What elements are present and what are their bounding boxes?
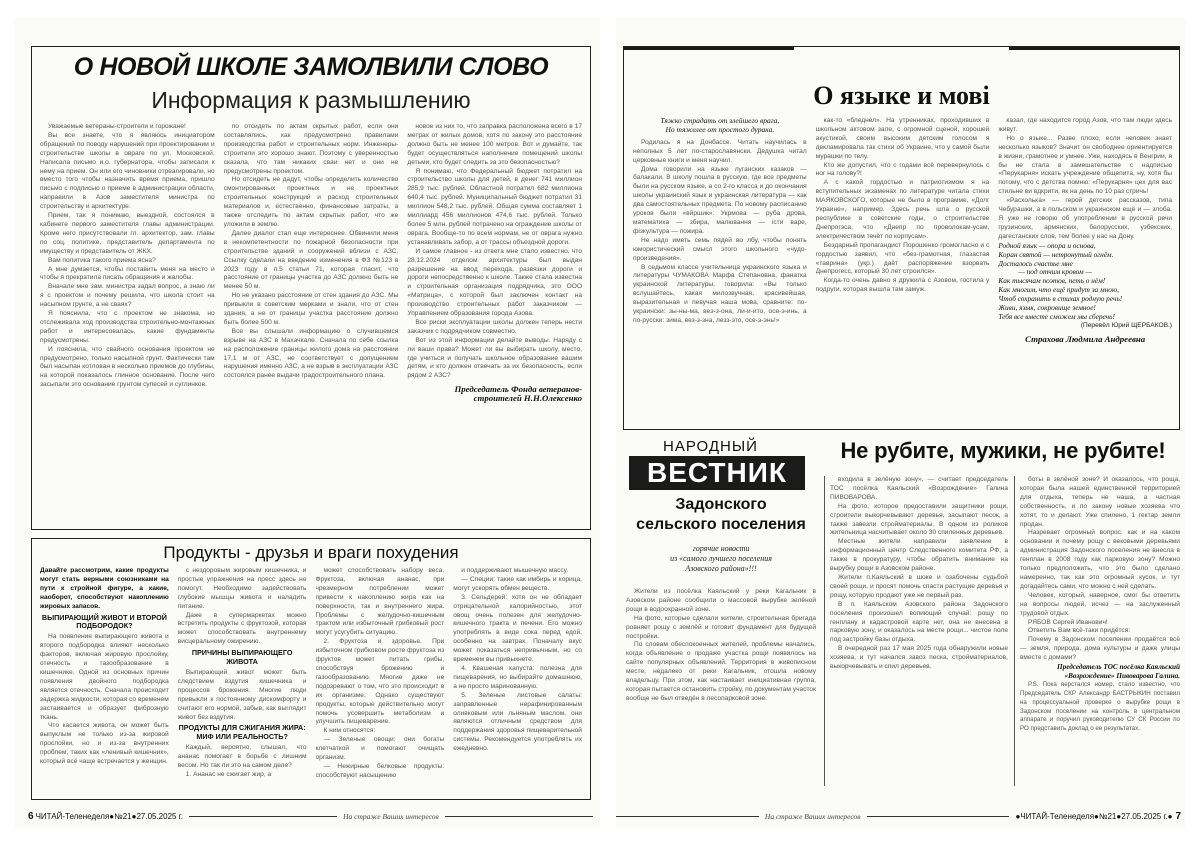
issue-info: ЧИТАЙ-Теленеделя●№21●27.05.2025 г.: [35, 812, 183, 821]
poem-line: — под отчим кровом —: [1018, 267, 1093, 277]
vestnik-rubric: из «самого лучшего поселения: [670, 554, 772, 563]
vestnik-rubric: Азовского района»!!!: [685, 564, 757, 573]
school-signature: Председатель Фонда ветеранов-строителей Н.Н.Олексенко: [454, 384, 583, 404]
food-subhead: ВЫПИРАЮЩИЙ ЖИВОТ И ВТОРОЙ ПОДБОРОДОК?: [41, 612, 167, 631]
poem-line: Коран святой — нетронутый огнём.: [998, 249, 1114, 259]
food-lead: Давайте рассмотрим, какие продукты могут стать верными союзниками на пути к стройной фигуре, а какие, наоборот, способствуют накоплению жировых запасов.: [40, 567, 169, 610]
food-article: [31, 538, 591, 800]
language-signature: Страхова Людмила Андреевна: [1025, 333, 1146, 344]
language-article: [623, 46, 1180, 430]
text-column: новое из них то, что заправка расположена всего в 17 метрах от жилых домов, хотя по закону это расстояние должно быть не менее 100 метров. Вот и думайте, так будет осуществляться наполнение помещений школы детьми, кто будет следить за это безопасностью? Я понимаю, что Федеральный бюджет потратил на строительство школы для детей, в денег 741 миллион 285,9 тыс. рублей. Областной потратил 682 миллиона 640,4 тыс. рублей. Муниципальный бюджет потратил 31 миллион 548,2 тыс. рублей. Общая сумма составляет 1 миллиард 456 миллионов 474,6 тыс. рублей. Только более 5 млн. рублей потрачено на ограждение школы от оврага. Вообще-то по всем нормам, не от оврага нужно устанавливать забор, а от трассы объездной дороги. И самое главное - из ответа мне стало известно, что 28.12.2024 отделом архитектуры был выдан разрешение на ввод перехода, развязки дороги и дороги непосредственно к школе. Также стала известна и строительная организация подрядчика, это ООО «Матрица», с которой был заключен контакт на производство строительных работ заказчиком — Управлением образования города Азова. Все риски эксплуатации школы должен теперь нести заказчик с подрядчиком совместно. Вот из этой информации делайте выводы. Наряду с ли ваши права? Может ли вы выбирать школу, место, где учиться и получать школьное образование вашим детям, и кто должен отвечать за их безопасность, если рядом 2 АЗС? Председатель Фонда ветеранов-строителей Н.Н.Олексенко: [407, 123, 583, 404]
food-headline: Продукты - друзья и враги похудения: [163, 543, 459, 562]
top-bar: [1009, 47, 1179, 50]
vestnik-rubric: горячие новости: [692, 544, 750, 553]
trees-answer: Ответить Вам всё-таки придётся:: [1028, 627, 1131, 635]
food-body: [40, 567, 582, 795]
poem-line: Чтоб сохранить в стихах родную речь!: [998, 294, 1123, 304]
vestnik-top: НАРОДНЫЙ: [663, 438, 758, 455]
epigraph-line: Но тяжелее от простого дурака.: [665, 124, 775, 134]
trees-body-mid: [830, 476, 1008, 788]
text-column: и поддерживают мышечную массу. — Специи: такие как имбирь и корица, могут ускорять обмен веществ. 3. Сельдерей: хотя он не обладает отрицательной калорийностью, этот овощ очень полезен для желудочно-кишечного тракта и печени. Его можно употреблять в виде сока перед едой, особенно на завтрак. Поначалу вкус может показаться непривычным, но со временем вы привыкнете. 4. Квашеная капуста: полезна для пищеварения, но выбирайте домашнюю, а не просто маринованную. 5. Зеленые листовые салаты: заправленные нерафинированным оливковым или льняным маслом, они являются отличным средством для поддержания здоровья пищеварительной системы. Рекомендуется употреблять их ежедневно.: [453, 567, 582, 753]
school-subheadline: Информация к размышлению: [151, 87, 471, 113]
column-rule: [1014, 476, 1015, 786]
food-subhead: ПРИЧИНЫ ВЫПИРАЮЩЕГО ЖИВОТА: [191, 648, 293, 667]
trees-headline: Не рубите, мужики, не рубите!: [840, 438, 1166, 463]
poem-line: Родной язык — опора и основа,: [998, 240, 1096, 250]
text-column: входила в зелёную зону», — считает председатель ТОС посёлка Каяльский «Возрождение» Галина ПИВОВАРОВА. На фото, которое предоставили защитники рощи, строители выкорчевывают деревья, засыпают песок, а также завезли стройматериалы. В одном из роликов жительница насчитывает около 30 спиленных деревьев. Местные жители направили заявление в информационный центр Следственного комитета РФ, а также в прокуратуру, чтобы обратить внимание на вырубку рощи в Азовском районе. Жители п.Каяльский в шоке и озабочены судьбой своей рощи, и просят помочь спасти растущие деревья и рощу, которую продают уже не первый раз. В п. Каяльском Азовского района Задонского поселения произошел вопиющий случай: рощу по генплану и кадастровой карте нет, она не внесена в парковую зону, и оказалось на месте рощи... чистое поле под застройку базы отдыха. В очередной раз 17 мая 2025 года обнаружили новые хозяева, и тут начался завоз песка, стройматериалов, выкорчевывать и спил деревьев.: [830, 476, 1008, 671]
text-column: как-то «бледнел». На утренниках, проходивших в школьном актовом зале, с огромной сценой, хорошей акустикой, своим высоким детским голосом я декламировала так стихи об Украине, что у самой были мурашки по телу. Кто же допустил, что с годами всё перевернулось с ног на голову?! А с какой гордостью и патриотизмом я на вступительных экзаменах по литературе читала стихи МАЯКОВСКОГО, которые не было в программе, «Долг Украине», например. Здесь речь шла о русской республике в советские годы, о строительстве Днепрогэса, что «Днепр по проволокам-усам, электричеством течёт по корпусам». Бездарный пропагандист Порошенко громогласно и с гордостью заявил, что «без-грамотная, глазастая «таврина» (укр.) даёт распоряжение взорвать Днепрогесс, который 30 лет строился». Когда-то очень давно я дружила с Азовом, гостила у подруги, которая вышла там замуж.: [815, 117, 990, 294]
page-number: 7: [1175, 811, 1182, 822]
language-headline: О языке и мові: [813, 81, 990, 110]
page-6: [14, 18, 600, 828]
text-column: боты в зелёной зоне? И оказалось, что роща, которая была нашей единственной территорией для отдыха, теперь не наша, а частная собственность, и по закону новые хозяева что хотят, то и делают. Уже спилено, 1 гектар земли продан. Назревает огромный вопрос: как и на каком основании и почему рощу с вековыми деревьями администрация Задонского поселения не внесла в генплан в 2008 году как парковую зону? Можно только предположить, что это было сделано намеренно, так как это огромный кусок, и тут догадайтесь сами, что можно с ней сделать. Человек, который, наверное, смог бы ответить на вопросы людей, исчез — на заслуженный трудовой отдых. РЯБОВ Сергей Иванович! Ответить Вам всё-таки придётся: Почему в Задонском поселении продаётся всё — земля, природа, дома культуры и даже улицы вместе с домами? Председатель ТОС посёлка Каяльский «Возрождение» Пивоварова Галина. Р.S. Пока верстался номер, стало известно, что Председатель СКР Александр БАСТРЫКИН поставил на процессуальной проверке о вырубке рощи в Задонском поселении на контроль в центральном аппарате и поручил руководителю СУ СК России по РО представить доклад о ее результатах.: [1020, 476, 1180, 733]
column-rule: [824, 476, 825, 786]
page-number: 6: [28, 811, 34, 822]
text-column: Уважаемые ветераны-строители и горожане! Вы все знаете, что я являюсь инициатором обращений по поводу нарушений при проектировании и строительстве школы в овраге по ул. Московской. Написала письмо и.о. губернатора, чтобы записали к нему на прием. Он или его чиновники отреагировали, но вместо того чтобы назначить время приема, пришло письмо с подписью о приеме в администрации области, направили в Азов заместителя министра по строительству и архитектуре. Прием, так я понимаю, выездной, состоялся в кабинете первого заместителя главы администрации. Кроме него присутствовали гл. архитектор, зам. главы по соц. политике, представитель департамента по имуществу и представитель от ЖКХ. Вам политика такого приема ясна? А мне думается, чтобы поставить меня на место и чтобы я прекратила писать обращения и жалобы. Вначале мне зам. министра задал вопрос, а знаю ли я с проектом и почему решила, что школа стоит на насыпном грунте, а не сваях? Я пояснила, что с проектом не знакома, но отслеживала ход производства строительно-монтажных работ и интересовалась, какие фундаменты предусмотрены. И пояснила, что свайного основания проектом не предусмотрено, только насыпной грунт. Фактически там был насыпан котлован в несколько приемов до глубины, на которой показалось глинное основание. После чего засыпали это основание грунтом супесей и суглинков.: [40, 123, 215, 389]
epigraph-line: Тяжко страдать от злейшего врага,: [660, 117, 780, 125]
poem-line: Как многим, что ещё придут за мною,: [998, 285, 1119, 295]
vestnik-title: ВЕСТНИК: [629, 456, 805, 490]
trees-body-right: [1020, 476, 1180, 788]
text-column: Жители из посёлка Каяльский у реки Кагальник в Азовском районе сообщили о массовой вырубке зелёной рощи в водоохранной зоне. На фото, которые сделали жители, строительная бригада ровняет рощу с землёй и готовит фундамент для будущей постройки. По словам обеспокоенных жителей, проблемы начались, когда объявление о продаже участка рощи появилось на сайте популярных объявлений. Территория в живописном месте, недалеко от реки Кагальник, отошла новому владельцу. При этом, как настаивает инициативная группа, которая пытается остановить стройку, по документам участок вообще не был отведён в лесопарковой зоне.: [626, 588, 816, 702]
vestnik-masthead: [623, 438, 819, 584]
text-column: по отсидеть по актам скрытых работ, если они составлялись, как предусмотрено правилами производства работ и строительных норм. Инженеры-строители это хорошо знают. Поэтому с уверенностью сказала, что там никаких сваи нет и они не предусмотрены проектом. Но отсидеть не дадут, чтобы определить количество смонтированных проектных и не проектных строительных конструкций и расход строительных материалов и, естественно, финансовые затраты, а также отследить по актам скрытых работ, что же уложили в землю. Далее диалог стал еще интереснее. Обвинили меня в некомпетентности по пожарной безопасности при строительстве зданий и сооружений вблизи с АЗС. Ссылку сделали на введение изменения в ФЗ №123 в 2023 году в п.5 статьи 71, которая гласит, что расстояние от границы участка до АЗС должно быть не менее 50 м. Но не указано расстояние от стен здания до АЗС. Мы привыкли в советским мерками и знали, что от стен здания, а не от границы участка расстояние должно быть более 500 м. Все вы слышали информацию о случившемся взрыве на АЗС в Махачкале. Сначала по себе ссылка на расположение границы жилого дома на расстоянии 17,1 м от АЗС, не соответствует с допущением нарушения именно АЗС, а не взрыв в эксплуатации АЗС состоялся ранее выдачи градостроительного плана.: [223, 123, 399, 380]
language-body: [633, 117, 1172, 422]
top-bar: [624, 47, 794, 50]
footer-rule: [616, 816, 759, 817]
trees-signature: Председатель ТОС посёлка Каяльский «Возрождение» Пивоварова Галина.: [1057, 663, 1180, 680]
page-7-footer: [616, 811, 1181, 822]
school-article: [31, 46, 591, 530]
issue-info: ●ЧИТАЙ-Теленеделя●№21●27.05.2025 г.●: [1015, 812, 1173, 821]
food-subhead: ПРОДУКТЫ ДЛЯ СЖИГАНИЯ ЖИРА: МИФ ИЛИ РЕАЛЬНОСТЬ?: [178, 723, 306, 742]
translation-note: (Перевёл Юрий ЩЕРБАКОВ.): [1080, 321, 1173, 329]
footer-rule: [189, 816, 337, 817]
vestnik-subtitle: Задонского: [675, 496, 767, 513]
footer-rule: [867, 816, 1010, 817]
text-column: Тяжко страдать от злейшего врага, Но тяжелее от простого дурака. Родилась я на Донбассе. Читать научилась в неполных 5 лет по-старославянски. Дедушка читал церковные книги и меня научил. Дома говорили на языке луганских казаков — балакали. В школу пошла в русскую, где все предметы были на русском языке, а со 2-го класса и до окончания школы украинский язык и украинская литература — как два самостоятельных предмета. По новому расписанию уроков были «вйршик»: Укрмова — руба дрова, математика — збира, малювання — істи варе, фізкультура — пожира. Не надо иметь семь пядей во лбу, чтобы понять юмористический смысл этого школьного «чудо-произведения». В седьмом классе учительница украинского языка и литературы ЧУМАКОВА Марфа Степановна, фанатка украинской литературы, говорила: «Вы только вслушайтесь, какая милозвучная, красивейшая, выразительная и певучая наша мова, сравните: по-украински: зы-ны-ма, веэ-з-она, ли-и-ито, осе-э-инь, а по-русски: зима, вез-з-зна, лезз-это, осе-э-энь!»: [633, 117, 807, 324]
poem-line: Тебя все вместе сможем мы сберечь!: [998, 311, 1115, 321]
footer-motto: На страже Ваших интересов: [764, 812, 861, 821]
poem-line: Как тысячам поэтов, петь о нём!: [998, 276, 1106, 286]
footer-rule: [445, 816, 593, 817]
trees-signoff: РЯБОВ Сергей Иванович!: [1028, 618, 1108, 626]
vestnik-subtitle: сельского поселения: [636, 516, 806, 533]
text-column: Давайте рассмотрим, какие продукты могут стать верными союзниками на пути к стройной фигуре, а какие, наоборот, способствуют накоплению жировых запасов. ВЫПИРАЮЩИЙ ЖИВОТ И ВТОРОЙ ПОДБОРОДОК? На появление выпирающего живота и второго подбородка влияют несколько факторов, включая жировую прослойку, отечность и газообразование в кишечнике. Одной из основных причин появления двойного подбородка является отечность. Сначала происходит задержка жидкости, которая со временем застаивается и образует фиброзную ткань. Что касается живота, он может быть выпуклым не только из-за жировой прослойки, но и из-за внутренних проблем, таких как «ленивый кишечник», который всё чаще встречается у женщин.: [40, 567, 169, 766]
school-headline: О НОВОЙ ШКОЛЕ ЗАМОЛВИЛИ СЛОВО: [73, 53, 549, 81]
page-6-footer: [28, 811, 593, 822]
school-body: [40, 123, 582, 503]
text-column: с нездоровым жировым кишечника, и простые упражнения на пресс здесь не помогут. Необходимо задействовать глубокие мышцы живота и наладить питание. Даже в супермаркетах можно встретить продукты с фруктозой, которая может способствовать внутреннему висцеральному ожирению. ПРИЧИНЫ ВЫПИРАЮЩЕГО ЖИВОТА Выпирающий живот может быть следствием вздутия кишечника и процессов брожения. Многие люди привыкли к постоянному дискомфорту и считают его нормой, забыв, как выглядит живот без вздутия. ПРОДУКТЫ ДЛЯ СЖИГАНИЯ ЖИРА: МИФ ИЛИ РЕАЛЬНОСТЬ? Каждый, вероятно, слышал, что ананас помогает в борьбе с лишним весом. Но так ли это на самом деле? 1. Ананас не сжигает жир, а: [177, 567, 307, 778]
poem-line: Живи, язык, сокровище земное!: [998, 303, 1096, 313]
text-column: может способствовать набору веса. Фруктоза, включая ананас, при чрезмерном потреблении может привести к накоплению жира как на поверхности, так и внутреннего жира. Проблемы с желудочно-кишечным трактом или избыточный грибковый рост могут усугубить ситуацию. 2. Фруктоза и здоровье. При избыточном грибковом росте фруктоза из фруктов может питать грибы, способствуя брожению и газообразованию. Многие даже не подозревают о том, что это происходит в их организме. Однако существуют продукты, которые действительно могут помочь усовершить метаболизм и улучшить пищеварение. К ним относятся: — Зеленые овощи: они богаты клетчаткой и помогают очищать организм. — Нежирные белковые продукты: способствуют насыщению: [315, 567, 445, 779]
text-column: казал, где находится город Азов, что там люди здесь живут. Но о языке... Разве плохо, если человек знает несколько языков? Значит он свободнее ориентируется в жизни, грамотнее и умнее. Уже, находясь в Венгрии, я бы не стала в замешательстве с надписью «Перукарня» искать учреждение общепита, ну, хотя бы потому, что с детства помню: «Перукарня» цех для вас стильне ви вдкрити, як на день по 10 раз стричь! «Расхолька» — герой детских рассказов, типа Чебурашки, а в польском и украинском ещё и — злоба. Я уже не говорю об употреблении в русской речи грузинских, армянских, белорусских, узбекских, дагестанских слов, тем более у нас на Дону. Родной язык — опора и основа, Коран святой — нетронутый огнём. Досталось счастье мне — под отчим кровом — Как тысячам поэтов, петь о нём! Как многим, что ещё придут за мною, Чтоб сохранить в стихах родную речь! Живи, язык, сокровище земное! Тебя все вместе сможем мы сберечь! (Перевёл Юрий ЩЕРБАКОВ.) Страхова Людмила Андреевна: [998, 117, 1173, 344]
footer-motto: На страже Ваших интересов: [343, 812, 439, 821]
page-7: [616, 18, 1186, 828]
trees-body-left: [626, 588, 816, 788]
poem-line: Досталось счастье мне: [998, 258, 1073, 268]
